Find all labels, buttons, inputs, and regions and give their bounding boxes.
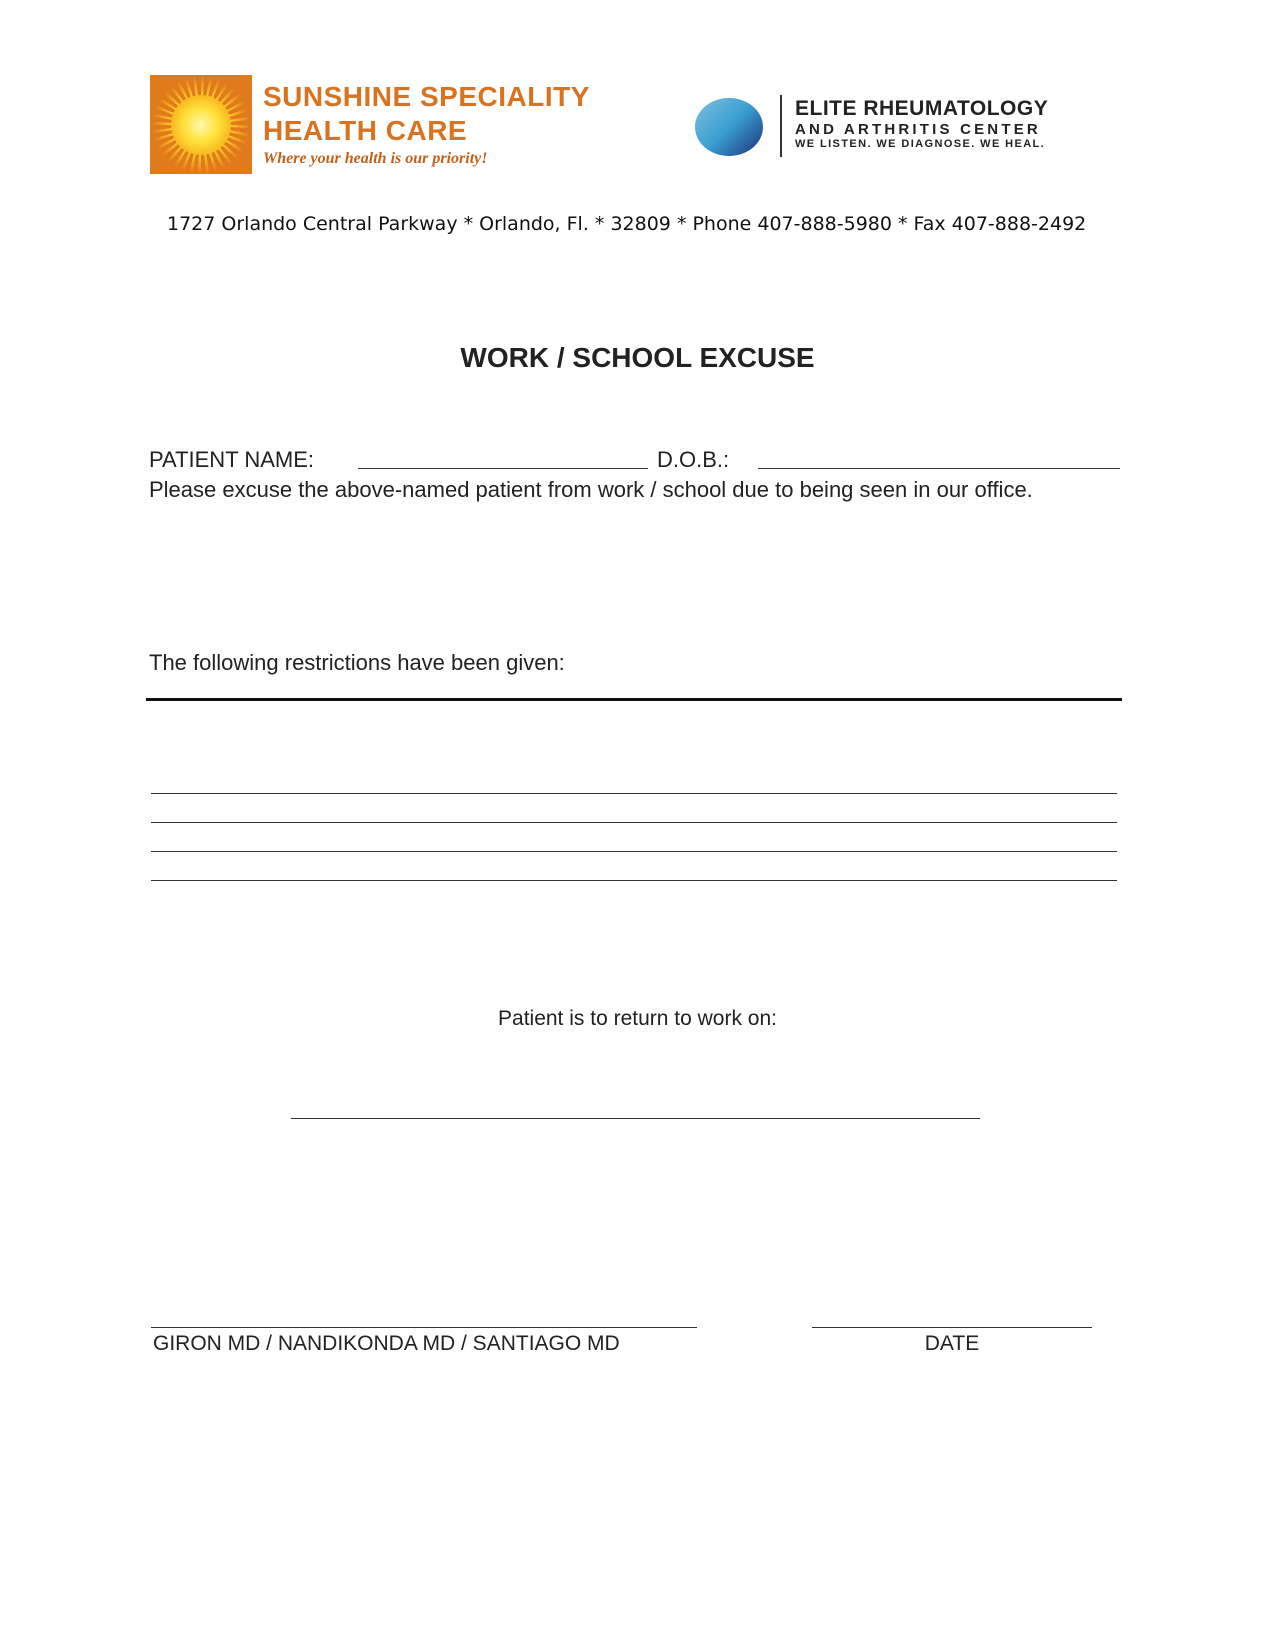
elite-emblem-icon (695, 98, 763, 156)
date-label: DATE (924, 1332, 980, 1355)
logo-right-line1: ELITE RHEUMATOLOGY (795, 97, 1049, 120)
logo-left-tagline: Where your health is our priority! (263, 150, 488, 167)
return-label: Patient is to return to work on: (498, 1007, 777, 1030)
page-title: WORK / SCHOOL EXCUSE (460, 342, 815, 373)
patient-name-field[interactable] (358, 468, 648, 469)
excuse-text: Please excuse the above-named patient from work / school due to being seen in our office. (149, 477, 1033, 502)
logo-right-line2: AND ARTHRITIS CENTER (795, 121, 1041, 138)
dob-field[interactable] (758, 468, 1120, 469)
physicians-label: GIRON MD / NANDIKONDA MD / SANTIAGO MD (153, 1332, 620, 1355)
restrictions-divider (146, 698, 1122, 701)
restrictions-label: The following restrictions have been given: (149, 650, 565, 675)
restriction-line-4[interactable] (151, 880, 1117, 881)
logo-left-line2: HEALTH CARE (263, 115, 468, 146)
signature-date-field[interactable] (812, 1327, 1092, 1328)
elite-logo (695, 95, 1105, 161)
return-date-field[interactable] (291, 1118, 980, 1119)
sunshine-logo (150, 75, 625, 174)
restriction-line-3[interactable] (151, 851, 1117, 852)
physician-signature-field[interactable] (151, 1327, 697, 1328)
logo-divider (780, 95, 782, 157)
restriction-line-1[interactable] (151, 793, 1117, 794)
logo-left-line1: SUNSHINE SPECIALITY (263, 81, 590, 112)
dob-label: D.O.B.: (657, 447, 730, 472)
logo-right-tagline: WE LISTEN. WE DIAGNOSE. WE HEAL. (795, 138, 1046, 150)
address: 1727 Orlando Central Parkway * Orlando, Fl. * 32809 * Phone 407-888-5980 * Fax 407-888-2492 (167, 213, 1087, 235)
restriction-line-2[interactable] (151, 822, 1117, 823)
sun-icon (150, 75, 252, 174)
patient-name-label: PATIENT NAME: (149, 447, 315, 472)
